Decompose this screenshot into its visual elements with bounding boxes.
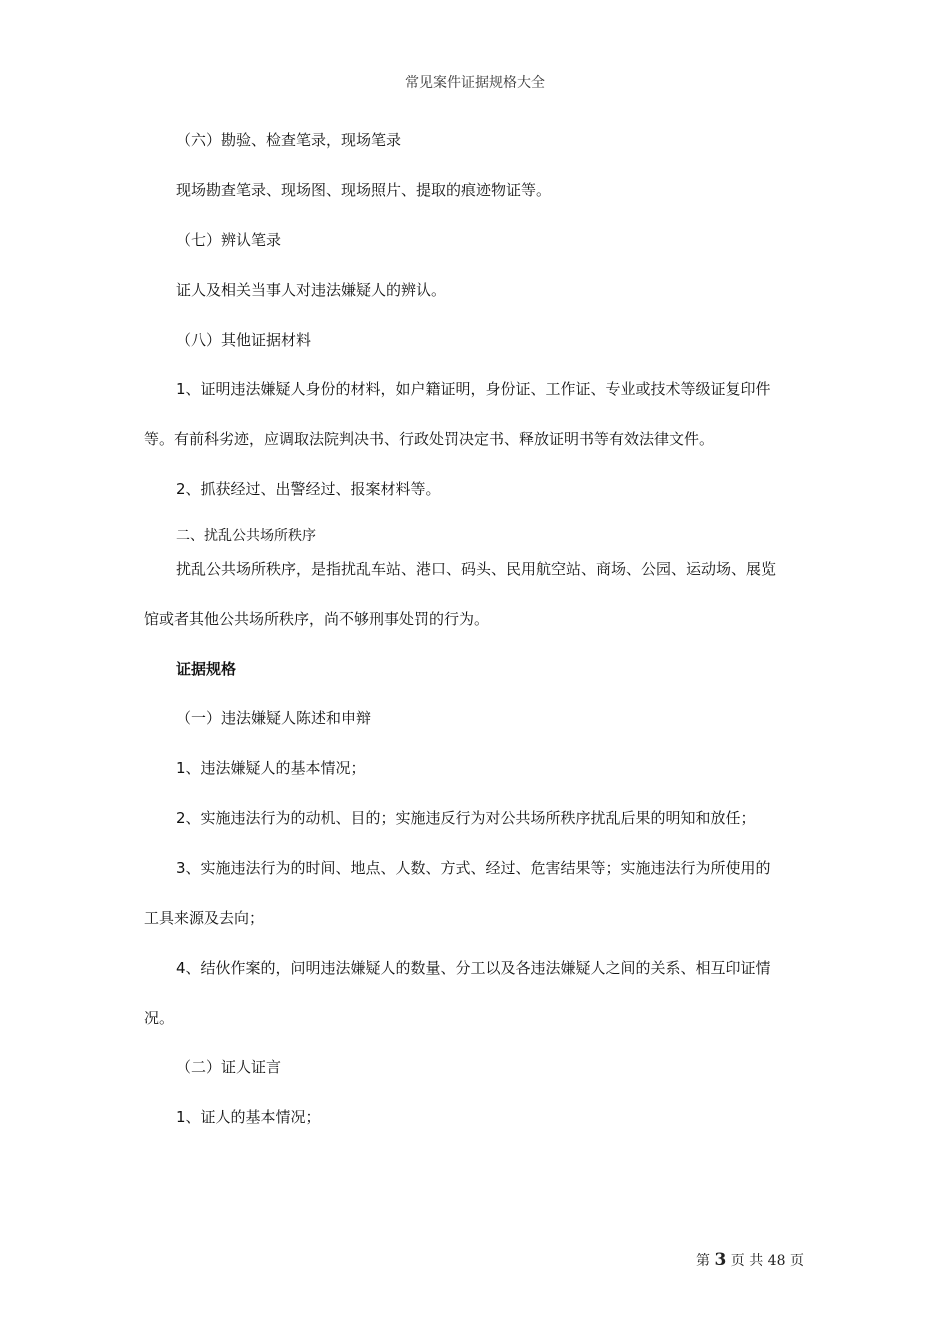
paragraph-line: 现场勘查笔录、现场图、现场照片、提取的痕迹物证等。 <box>176 181 552 199</box>
section-heading-evidence-spec: 证据规格 <box>176 660 237 678</box>
paragraph-line: 等。有前科劣迹，应调取法院判决书、行政处罚决定书、释放证明书等有效法律文件。 <box>144 430 715 448</box>
section-heading-identification-records: （七）辨认笔录 <box>176 231 282 249</box>
paragraph-line: 2、抓获经过、出警经过、报案材料等。 <box>176 480 441 498</box>
footer-total-pages: 48 <box>767 1253 786 1269</box>
page-footer <box>696 1250 804 1270</box>
section-heading-suspect-statement: （一）违法嫌疑人陈述和申辩 <box>176 709 372 727</box>
footer-page-number: 3 <box>714 1250 727 1270</box>
paragraph-line: 1、违法嫌疑人的基本情况； <box>176 759 366 777</box>
section-heading-public-order: 二、扰乱公共场所秩序 <box>176 528 316 544</box>
paragraph-line: 扰乱公共场所秩序，是指扰乱车站、港口、码头、民用航空站、商场、公园、运动场、展览 <box>176 560 777 578</box>
paragraph-line: 4、结伙作案的，问明违法嫌疑人的数量、分工以及各违法嫌疑人之间的关系、相互印证情 <box>176 959 771 977</box>
page-header-title: 常见案件证据规格大全 <box>405 75 545 91</box>
paragraph-line: 证人及相关当事人对违法嫌疑人的辨认。 <box>176 281 447 299</box>
section-heading-other-evidence: （八）其他证据材料 <box>176 331 312 349</box>
section-heading-inspection-records: （六）勘验、检查笔录，现场笔录 <box>176 131 402 149</box>
paragraph-line: 1、证人的基本情况； <box>176 1108 321 1126</box>
paragraph-line: 1、证明违法嫌疑人身份的材料，如户籍证明，身份证、工作证、专业或技术等级证复印件 <box>176 380 771 398</box>
footer-prefix: 第 <box>696 1253 710 1269</box>
footer-suffix: 页 <box>789 1253 804 1269</box>
footer-middle: 页 共 <box>730 1253 764 1269</box>
paragraph-line: 馆或者其他公共场所秩序，尚不够刑事处罚的行为。 <box>144 610 490 628</box>
paragraph-line: 2、实施违法行为的动机、目的；实施违反行为对公共场所秩序扰乱后果的明知和放任； <box>176 809 756 827</box>
section-heading-witness-testimony: （二）证人证言 <box>176 1058 282 1076</box>
paragraph-line: 工具来源及去向； <box>144 909 265 927</box>
paragraph-line: 况。 <box>144 1009 175 1027</box>
paragraph-line: 3、实施违法行为的时间、地点、人数、方式、经过、危害结果等；实施违法行为所使用的 <box>176 859 771 877</box>
